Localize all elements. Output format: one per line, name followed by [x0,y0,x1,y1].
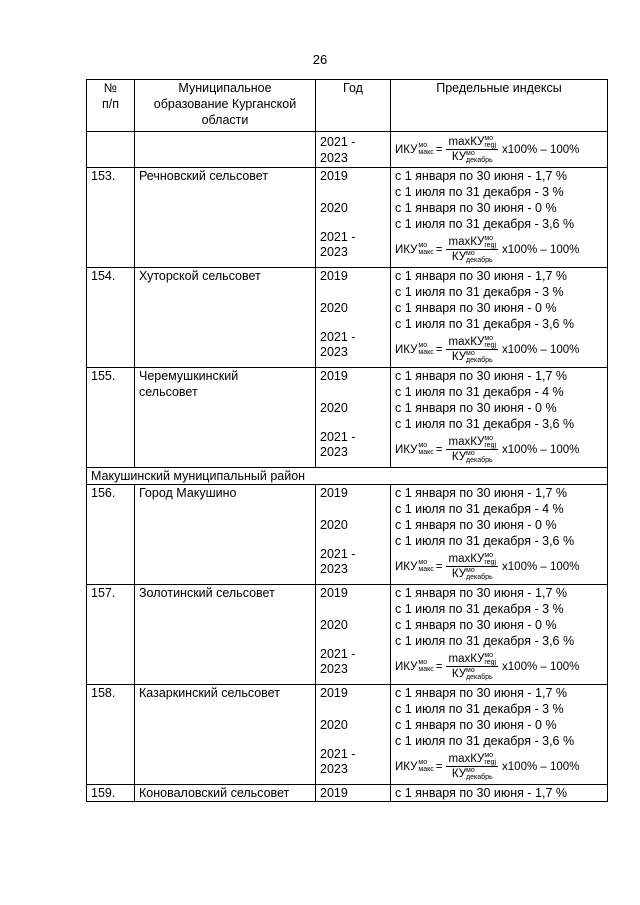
formula-numerator [446,335,498,350]
formula-numerator [446,652,498,667]
row-years: 2021 - 2023 [316,132,391,168]
row-num: 157. [87,585,135,685]
page-number: 26 [312,52,328,67]
formula-num-text: maxКУ [448,653,485,665]
formula-num-text: maxКУ [448,436,485,448]
formula-equals: = [435,660,443,673]
formula-fraction [446,652,498,681]
formula-numerator [446,752,498,767]
formula-equals: = [435,560,443,573]
formula-lhs [395,242,434,258]
formula-den-sub: декабрь [466,774,493,781]
formula-num-sup: мо [484,434,494,442]
formula-lhs-sub: макс [418,566,434,574]
row-name-line: Речновский сельсовет [139,169,269,183]
formula-den-sup: мо [466,250,475,257]
formula-lhs-sub: макс [418,349,434,357]
formula-numerator [446,235,498,250]
year-2021-b: 2023 [320,762,348,776]
row-num: 158. [87,685,135,785]
continuation-row [87,132,608,168]
formula-fraction [446,135,498,164]
row-years [316,268,391,368]
formula-lhs-sup: мо [418,342,428,350]
formula-den-sub: декабрь [466,357,493,364]
formula [395,432,603,467]
year-2020: 2020 [320,401,348,415]
year-2021-b: 2023 [320,245,348,259]
formula-den-text: КУ [451,251,466,264]
row-indices [391,485,608,585]
row-indices [391,368,608,468]
formula-den-text: КУ [451,151,466,164]
formula-lhs-sup: мо [418,759,428,767]
formula-tail: x100% – 100% [502,660,580,673]
year-2021-a: 2021 - [320,230,356,244]
formula-lhs-indices [418,242,433,256]
formula-lhs [395,442,434,458]
row-name [135,132,316,168]
row-name-line: сельсовет [139,385,198,399]
row-years: 2019 [316,785,391,802]
formula-den-sup: мо [466,667,475,674]
formula-equals: = [435,143,443,156]
row-name-line: Казаркинский сельсовет [139,686,280,700]
formula-lhs-sup: мо [418,142,428,150]
table-row [87,685,608,785]
formula-denominator [452,767,493,781]
formula [395,332,603,367]
formula-numerator [446,435,498,450]
formula-fraction [446,235,498,264]
header-num: № п/п [87,80,135,132]
formula-den-indices [466,250,493,264]
index-line-2019: с 1 июля по 31 декабря - 3 % [395,185,564,199]
formula-den-sub: декабрь [466,574,493,581]
formula-num-sup: мо [484,551,494,559]
formula-lhs-text: ИКУ [395,443,418,456]
index-line-2020: с 1 января по 30 июня - 0 % [395,518,557,532]
formula-den-sub: декабрь [466,674,493,681]
table-row [87,268,608,368]
formula-num-indices [484,552,496,566]
header-municipality: Муниципальное образование Курганской области [135,80,316,132]
index-line-2020: с 1 июля по 31 декабря - 3,6 % [395,217,575,231]
formula-equals: = [435,443,443,456]
formula-num-sub: regj [484,758,497,766]
formula-num-sub: regj [484,241,497,249]
formula-num-text: maxКУ [448,236,485,248]
year-2021-a: 2021 - [320,330,356,344]
index-line-2020: с 1 июля по 31 декабря - 3,6 % [395,417,575,431]
formula-den-sup: мо [466,567,475,574]
year-2019: 2019 [320,269,348,283]
index-line-2019: с 1 января по 30 июня - 1,7 % [395,486,567,500]
formula-den-indices [466,350,493,364]
index-line-2020: с 1 июля по 31 декабря - 3,6 % [395,317,575,331]
year-2020: 2020 [320,301,348,315]
row-name [135,585,316,685]
formula-numerator [446,552,498,567]
formula-den-sub: декабрь [466,157,493,164]
formula-lhs-sup: мо [418,559,428,567]
formula-num-sup: мо [484,651,494,659]
formula-den-sup: мо [466,450,475,457]
formula-num-text: maxКУ [448,553,485,565]
table-row [87,585,608,685]
formula-den-text: КУ [451,451,466,464]
formula-lhs-sub: макс [418,149,434,157]
formula-num-sup: мо [484,234,494,242]
table-row [87,785,608,802]
index-line-2019: с 1 января по 30 июня - 1,7 % [395,369,567,383]
index-line-2019: с 1 июля по 31 декабря - 4 % [395,502,564,516]
row-name-line: Хуторской сельсовет [139,269,261,283]
table-row [87,168,608,268]
formula-denominator [452,150,493,164]
row-indices [391,585,608,685]
row-num [87,132,135,168]
formula-lhs-text: ИКУ [395,560,418,573]
row-num: 154. [87,268,135,368]
year-2021-b: 2023 [320,345,348,359]
index-line-2019: с 1 июля по 31 декабря - 3 % [395,702,564,716]
formula-numerator [446,135,498,150]
formula-num-indices [484,652,496,666]
formula-den-indices [466,667,493,681]
indices-table [86,79,608,802]
formula-den-sub: декабрь [466,457,493,464]
formula-num-text: maxКУ [448,753,485,765]
index-line-2020: с 1 января по 30 июня - 0 % [395,301,557,315]
row-years [316,485,391,585]
table-row [87,368,608,468]
index-line-2020: с 1 июля по 31 декабря - 3,6 % [395,734,575,748]
header-indices: Предельные индексы [391,80,608,132]
formula-den-indices [466,450,493,464]
formula-num-sup: мо [484,134,494,142]
year-2019: 2019 [320,686,348,700]
formula-lhs-sub: макс [418,666,434,674]
row-num: 156. [87,485,135,585]
formula [395,749,603,784]
row-years [316,368,391,468]
row-name: Коноваловский сельсовет [135,785,316,802]
formula-fraction [446,552,498,581]
year-2019: 2019 [320,169,348,183]
formula-fraction [446,335,498,364]
formula-tail: x100% – 100% [502,760,580,773]
row-name [135,685,316,785]
formula-denominator [452,667,493,681]
index-line-2019: с 1 июля по 31 декабря - 3 % [395,602,564,616]
formula [395,649,603,684]
formula-den-text: КУ [451,351,466,364]
formula-num-sup: мо [484,334,494,342]
formula-tail: x100% – 100% [502,143,580,156]
year-2021-b: 2023 [320,562,348,576]
year-2019: 2019 [320,486,348,500]
row-name [135,168,316,268]
formula-den-sup: мо [466,150,475,157]
formula-lhs-text: ИКУ [395,243,418,256]
formula-num-indices [484,235,496,249]
formula-lhs [395,342,434,358]
formula-den-sup: мо [466,350,475,357]
formula-denominator [452,567,493,581]
formula-den-indices [466,567,493,581]
row-name [135,268,316,368]
formula-den-sub: декабрь [466,257,493,264]
row-name-line: Черемушкинский [139,369,239,383]
formula-num-sub: regj [484,441,497,449]
formula-den-sup: мо [466,767,475,774]
year-2021-b: 2023 [320,445,348,459]
row-years [316,685,391,785]
formula-fraction [446,752,498,781]
year-2021-b: 2023 [320,662,348,676]
year-2020: 2020 [320,718,348,732]
table-row [87,485,608,585]
formula-denominator [452,350,493,364]
row-indices [391,132,608,168]
formula-lhs [395,659,434,675]
index-line-2019: с 1 января по 30 июня - 1,7 % [395,586,567,600]
index-line-2019: с 1 января по 30 июня - 1,7 % [395,269,567,283]
year-2020: 2020 [320,618,348,632]
index-line-2020: с 1 июля по 31 декабря - 3,6 % [395,634,575,648]
index-line-2019: с 1 июля по 31 декабря - 3 % [395,285,564,299]
formula-num-sub: regj [484,658,497,666]
formula-tail: x100% – 100% [502,443,580,456]
formula-lhs [395,759,434,775]
row-num: 155. [87,368,135,468]
formula-num-text: maxКУ [448,136,485,148]
formula-num-indices [484,135,496,149]
formula-lhs [395,142,434,158]
formula-num-indices [484,335,496,349]
formula-lhs-sup: мо [418,242,428,250]
district-row [87,468,608,485]
formula [395,549,603,584]
formula-lhs-text: ИКУ [395,760,418,773]
index-line-2019: с 1 июля по 31 декабря - 4 % [395,385,564,399]
formula-num-indices [484,752,496,766]
formula-lhs-indices [418,659,433,673]
formula-num-sub: regj [484,558,497,566]
formula [395,232,603,267]
year-2019: 2019 [320,586,348,600]
district-name: Макушинский муниципальный район [87,468,608,485]
row-name-line: Золотинский сельсовет [139,586,275,600]
row-name [135,485,316,585]
formula-lhs-sub: макс [418,449,434,457]
formula-num-text: maxКУ [448,336,485,348]
index-line-2020: с 1 января по 30 июня - 0 % [395,401,557,415]
formula-lhs-text: ИКУ [395,143,418,156]
formula-den-text: КУ [451,768,466,781]
formula-tail: x100% – 100% [502,343,580,356]
formula-lhs-sub: макс [418,249,434,257]
formula-lhs-sup: мо [418,442,428,450]
formula-equals: = [435,243,443,256]
formula-lhs-text: ИКУ [395,343,418,356]
row-num: 159. [87,785,135,802]
row-name [135,368,316,468]
formula-den-indices [466,767,493,781]
row-years [316,585,391,685]
row-num: 153. [87,168,135,268]
formula-num-sub: regj [484,341,497,349]
formula-den-text: КУ [451,668,466,681]
year-2019: 2019 [320,369,348,383]
index-line-2019: с 1 января по 30 июня - 1,7 % [395,686,567,700]
formula-den-text: КУ [451,568,466,581]
formula [395,132,603,167]
year-2021-a: 2021 - [320,430,356,444]
formula-fraction [446,435,498,464]
year-2021-a: 2021 - [320,647,356,661]
row-indices [391,168,608,268]
formula-lhs-indices [418,559,433,573]
formula-tail: x100% – 100% [502,560,580,573]
formula-tail: x100% – 100% [502,243,580,256]
formula-lhs [395,559,434,575]
row-name-line: Город Макушино [139,486,237,500]
row-years [316,168,391,268]
index-line-2020: с 1 января по 30 июня - 0 % [395,201,557,215]
formula-num-sup: мо [484,751,494,759]
index-line-2020: с 1 января по 30 июня - 0 % [395,718,557,732]
header-year: Год [316,80,391,132]
formula-lhs-indices [418,342,433,356]
formula-equals: = [435,343,443,356]
formula-denominator [452,450,493,464]
formula-lhs-indices [418,759,433,773]
year-2021-a: 2021 - [320,547,356,561]
year-2020: 2020 [320,201,348,215]
index-line-2020: с 1 июля по 31 декабря - 3,6 % [395,534,575,548]
index-line-2019: с 1 января по 30 июня - 1,7 % [395,169,567,183]
formula-lhs-indices [418,142,433,156]
formula-num-indices [484,435,496,449]
formula-den-indices [466,150,493,164]
formula-lhs-sup: мо [418,659,428,667]
formula-equals: = [435,760,443,773]
formula-lhs-indices [418,442,433,456]
year-2020: 2020 [320,518,348,532]
index-line-2020: с 1 января по 30 июня - 0 % [395,618,557,632]
formula-lhs-sub: макс [418,766,434,774]
year-2021-a: 2021 - [320,747,356,761]
formula-num-sub: regj [484,141,497,149]
formula-lhs-text: ИКУ [395,660,418,673]
table-header-row [87,80,608,132]
row-indices [391,268,608,368]
row-indices [391,685,608,785]
row-indices: с 1 января по 30 июня - 1,7 % [391,785,608,802]
formula-denominator [452,250,493,264]
